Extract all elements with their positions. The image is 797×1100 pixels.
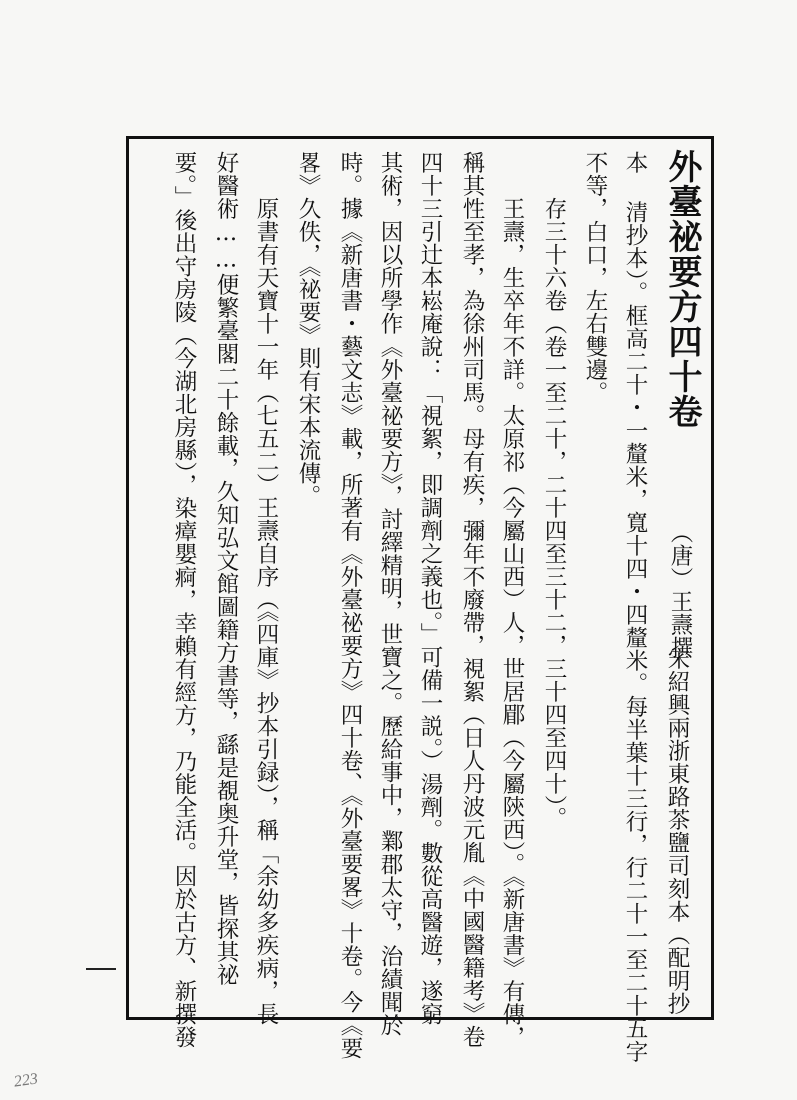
text-line-4: 存三十六卷（卷一至二十，二十四至三十二，三十四至四十）。	[541, 197, 567, 830]
text-frame	[126, 136, 714, 1064]
page-edge-mark	[86, 968, 116, 970]
text-line-10: 畧》久佚，《祕要》則有宋本流傳。	[295, 151, 321, 508]
text-line-13: 要。」後出守房陵（今湖北房縣），染瘴嬰痾，幸賴有經方，乃能全活。因於古方、新撰發	[171, 151, 197, 1049]
text-line-8: 其術，因以所學作《外臺祕要方》，討繹精明，世寶之。歷給事中，鄴郡太守，治績聞於	[377, 151, 403, 1037]
text-line-9: 時。據《新唐書・藝文志》載，所著有《外臺祕要方》四十卷、《外臺要畧》十卷。今《要	[337, 151, 363, 1060]
text-line-2: 本 清抄本）。框高二十・一釐米，寬十四・四釐米。每半葉十三行，行二十一至二十五字	[622, 151, 648, 1064]
text-line-6: 稱其性至孝，為徐州司馬。母有疾，彌年不廢帶，視絮（日人丹波元胤《中國醫籍考》卷	[459, 151, 485, 1048]
book-title: 外臺祕要方四十卷	[662, 149, 702, 429]
handwritten-page-note: 223	[12, 1070, 39, 1091]
text-line-11: 原書有天寶十一年（七五二）王燾自序（《四庫》抄本引録），稱「余幼多疾病，長	[253, 197, 279, 1026]
text-line-12: 好醫術……便繁臺閣二十餘載，久知弘文館圖籍方書等，繇是覩奥升堂，皆探其祕	[213, 151, 239, 986]
text-line-1: 宋紹興兩浙東路茶鹽司刻本（配明抄	[664, 647, 690, 1015]
text-line-7: 四十三引辻本崧庵說：「視絮，即調劑之義也。」可備一説。）湯劑。數從高醫遊，遂窮	[417, 151, 443, 1026]
book-author: （唐）王燾撰	[667, 521, 693, 659]
text-line-5: 王燾，生卒年不詳。太原祁（今屬山西）人，世居郿（今屬陝西）。《新唐書》有傳，	[499, 197, 525, 1049]
text-line-3: 不等，白口，左右雙邊。	[582, 151, 608, 404]
